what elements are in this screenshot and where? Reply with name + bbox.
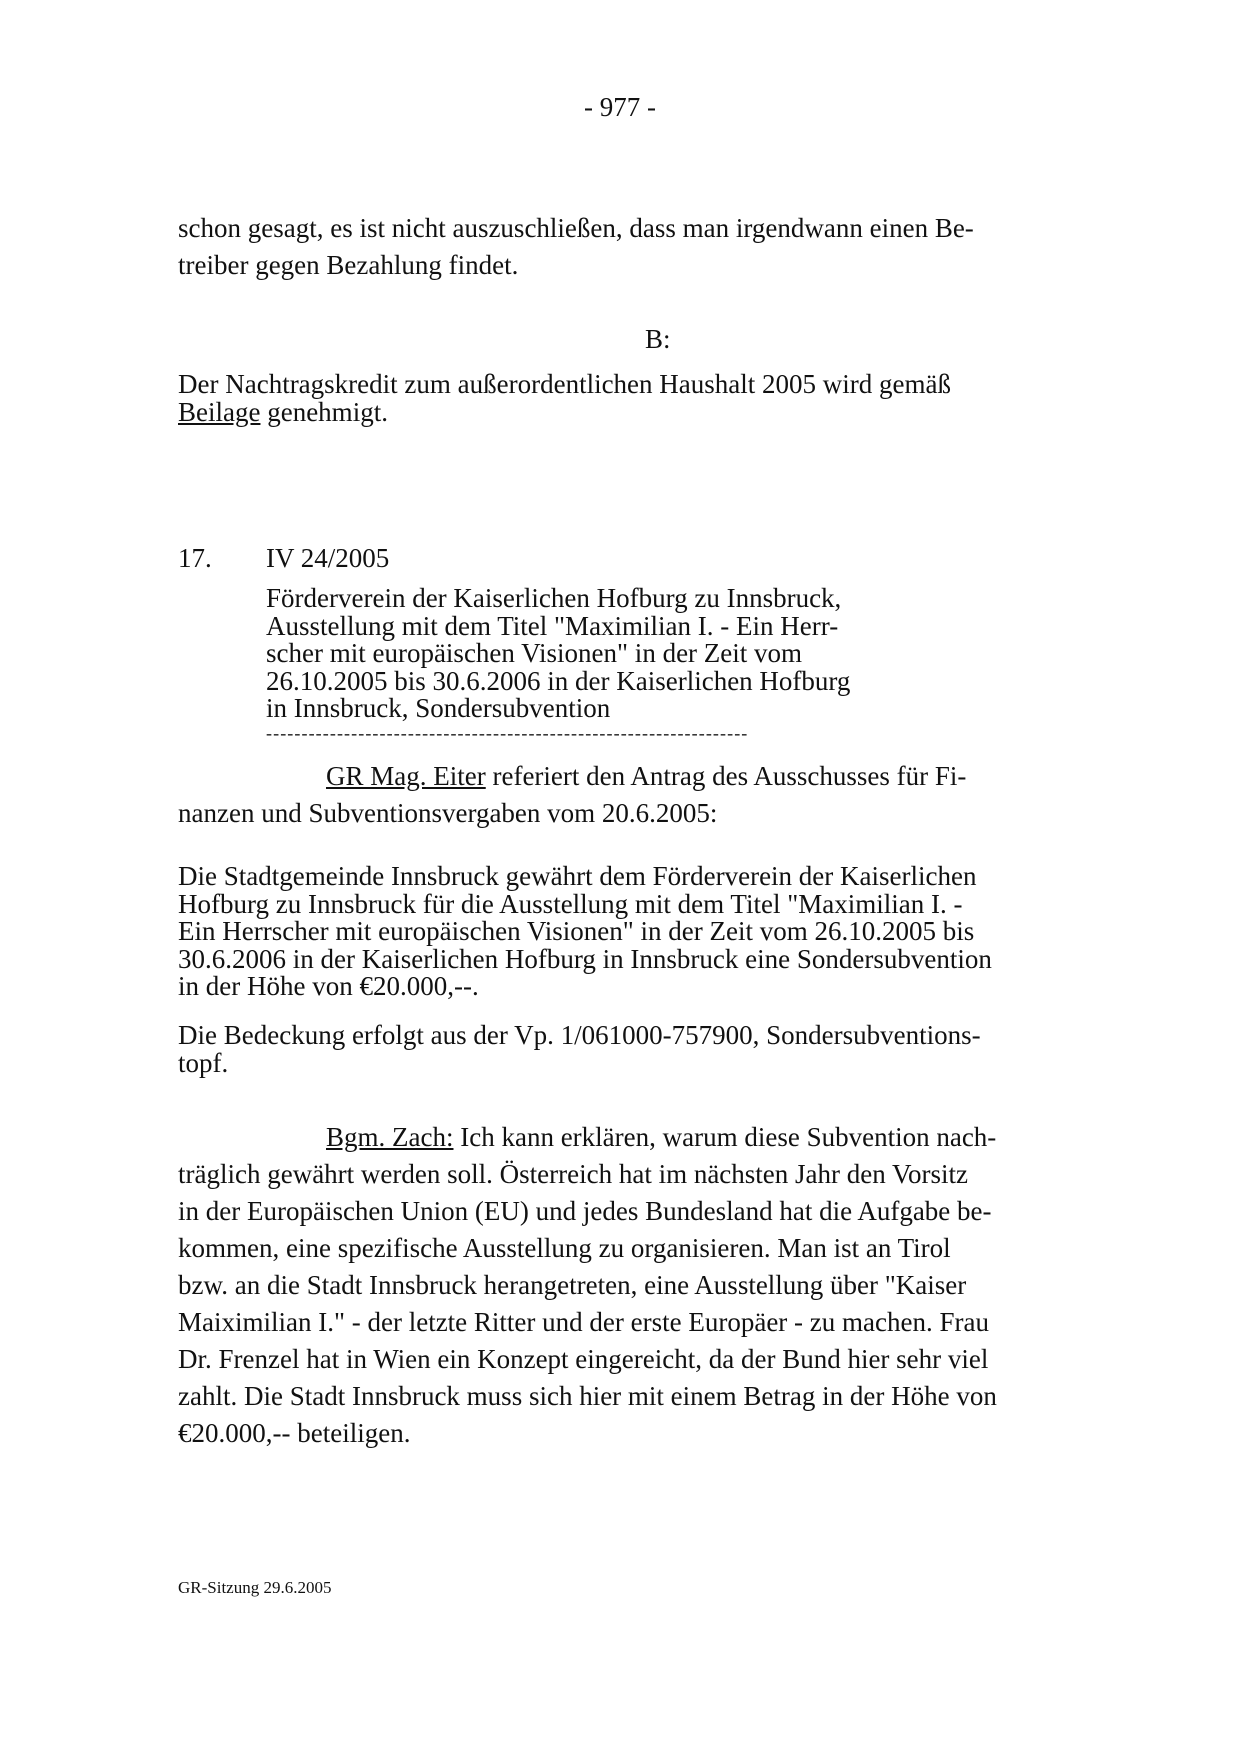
statement-first-text: Ich kann erklären, warum diese Subvention nach- xyxy=(460,1122,997,1152)
motion-line: Die Stadtgemeinde Innsbruck gewährt dem Förderverein der Kaiserlichen xyxy=(178,861,977,891)
statement-line: Dr. Frenzel hat in Wien ein Konzept eingereicht, da der Bund hier sehr viel xyxy=(178,1344,989,1374)
report-intro xyxy=(178,758,1048,832)
item-title-line: Förderverein der Kaiserlichen Hofburg zu Innsbruck, xyxy=(266,583,842,613)
speaker-eiter: GR Mag. Eiter xyxy=(326,761,486,791)
continued-paragraph-line: treiber gegen Bezahlung findet. xyxy=(178,250,519,280)
statement-line: Maiximilian I." - der letzte Ritter und der erste Europäer - zu machen. Frau xyxy=(178,1307,989,1337)
item-title-line: scher mit europäischen Visionen" in der Zeit vom xyxy=(266,638,803,668)
report-line xyxy=(178,758,1048,795)
resolution-tail: genehmigt. xyxy=(267,396,388,427)
statement-line: in der Europäischen Union (EU) und jedes Bundesland hat die Aufgabe be- xyxy=(178,1196,992,1226)
statement-line: kommen, eine spezifische Ausstellung zu organisieren. Man ist an Tirol xyxy=(178,1233,951,1263)
item-title-line: Ausstellung mit dem Titel "Maximilian I. - Ein Herr- xyxy=(266,610,839,641)
item-title-line: in Innsbruck, Sondersubvention xyxy=(266,693,611,723)
footer-session: GR-Sitzung 29.6.2005 xyxy=(178,1578,332,1597)
item-code: IV 24/2005 xyxy=(266,543,390,573)
statement-line: zahlt. Die Stadt Innsbruck muss sich hier mit einem Betrag in der Höhe von xyxy=(178,1381,997,1411)
motion-line: Ein Herrscher mit europäischen Visionen" in der Zeit vom 26.10.2005 bis xyxy=(178,916,975,946)
item-title-line: 26.10.2005 bis 30.6.2006 in der Kaiserlichen Hofburg xyxy=(266,665,851,696)
resolution-line xyxy=(178,396,1048,427)
coverage-line: Die Bedeckung erfolgt aus der Vp. 1/061000-757900, Sondersubventions- xyxy=(178,1020,981,1050)
motion-text xyxy=(178,863,1078,1001)
motion-line: Hofburg zu Innsbruck für die Ausstellung mit dem Titel "Maximilian I. - xyxy=(178,888,963,919)
report-text: referiert den Antrag des Ausschusses für Fi- xyxy=(492,761,967,791)
coverage-line: topf. xyxy=(178,1047,229,1078)
statement-zach xyxy=(178,1119,1078,1452)
resolution-line: Der Nachtragskredit zum außerordentlichen Haushalt 2005 wird gemäß xyxy=(178,369,951,399)
motion-line: 30.6.2006 in der Kaiserlichen Hofburg in Innsbruck eine Sondersubvention xyxy=(178,943,992,974)
coverage-text xyxy=(178,1022,1078,1077)
item-title xyxy=(266,585,946,723)
statement-line: bzw. an die Stadt Innsbruck herangetreten, eine Ausstellung über "Kaiser xyxy=(178,1270,967,1300)
section-b-label: B: xyxy=(645,324,671,354)
resolution-b xyxy=(178,371,1048,426)
statement-line: €20.000,-- beteiligen. xyxy=(178,1418,411,1448)
page-number: - 977 - xyxy=(584,92,656,122)
statement-line xyxy=(178,1119,1078,1156)
report-line: nanzen und Subventionsvergaben vom 20.6.2005: xyxy=(178,798,718,828)
statement-line: träglich gewährt werden soll. Österreich hat im nächsten Jahr den Vorsitz xyxy=(178,1159,969,1189)
item-number: 17. xyxy=(178,543,212,573)
dashed-separator: -------------------------------------------------------------------- xyxy=(266,724,749,742)
beilage-link[interactable]: Beilage xyxy=(178,396,261,427)
speaker-zach: Bgm. Zach: xyxy=(326,1122,454,1152)
motion-line: in der Höhe von €20.000,--. xyxy=(178,971,479,1001)
continued-paragraph xyxy=(178,210,1048,284)
continued-paragraph-line: schon gesagt, es ist nicht auszuschließen, dass man irgendwann einen Be- xyxy=(178,213,974,243)
